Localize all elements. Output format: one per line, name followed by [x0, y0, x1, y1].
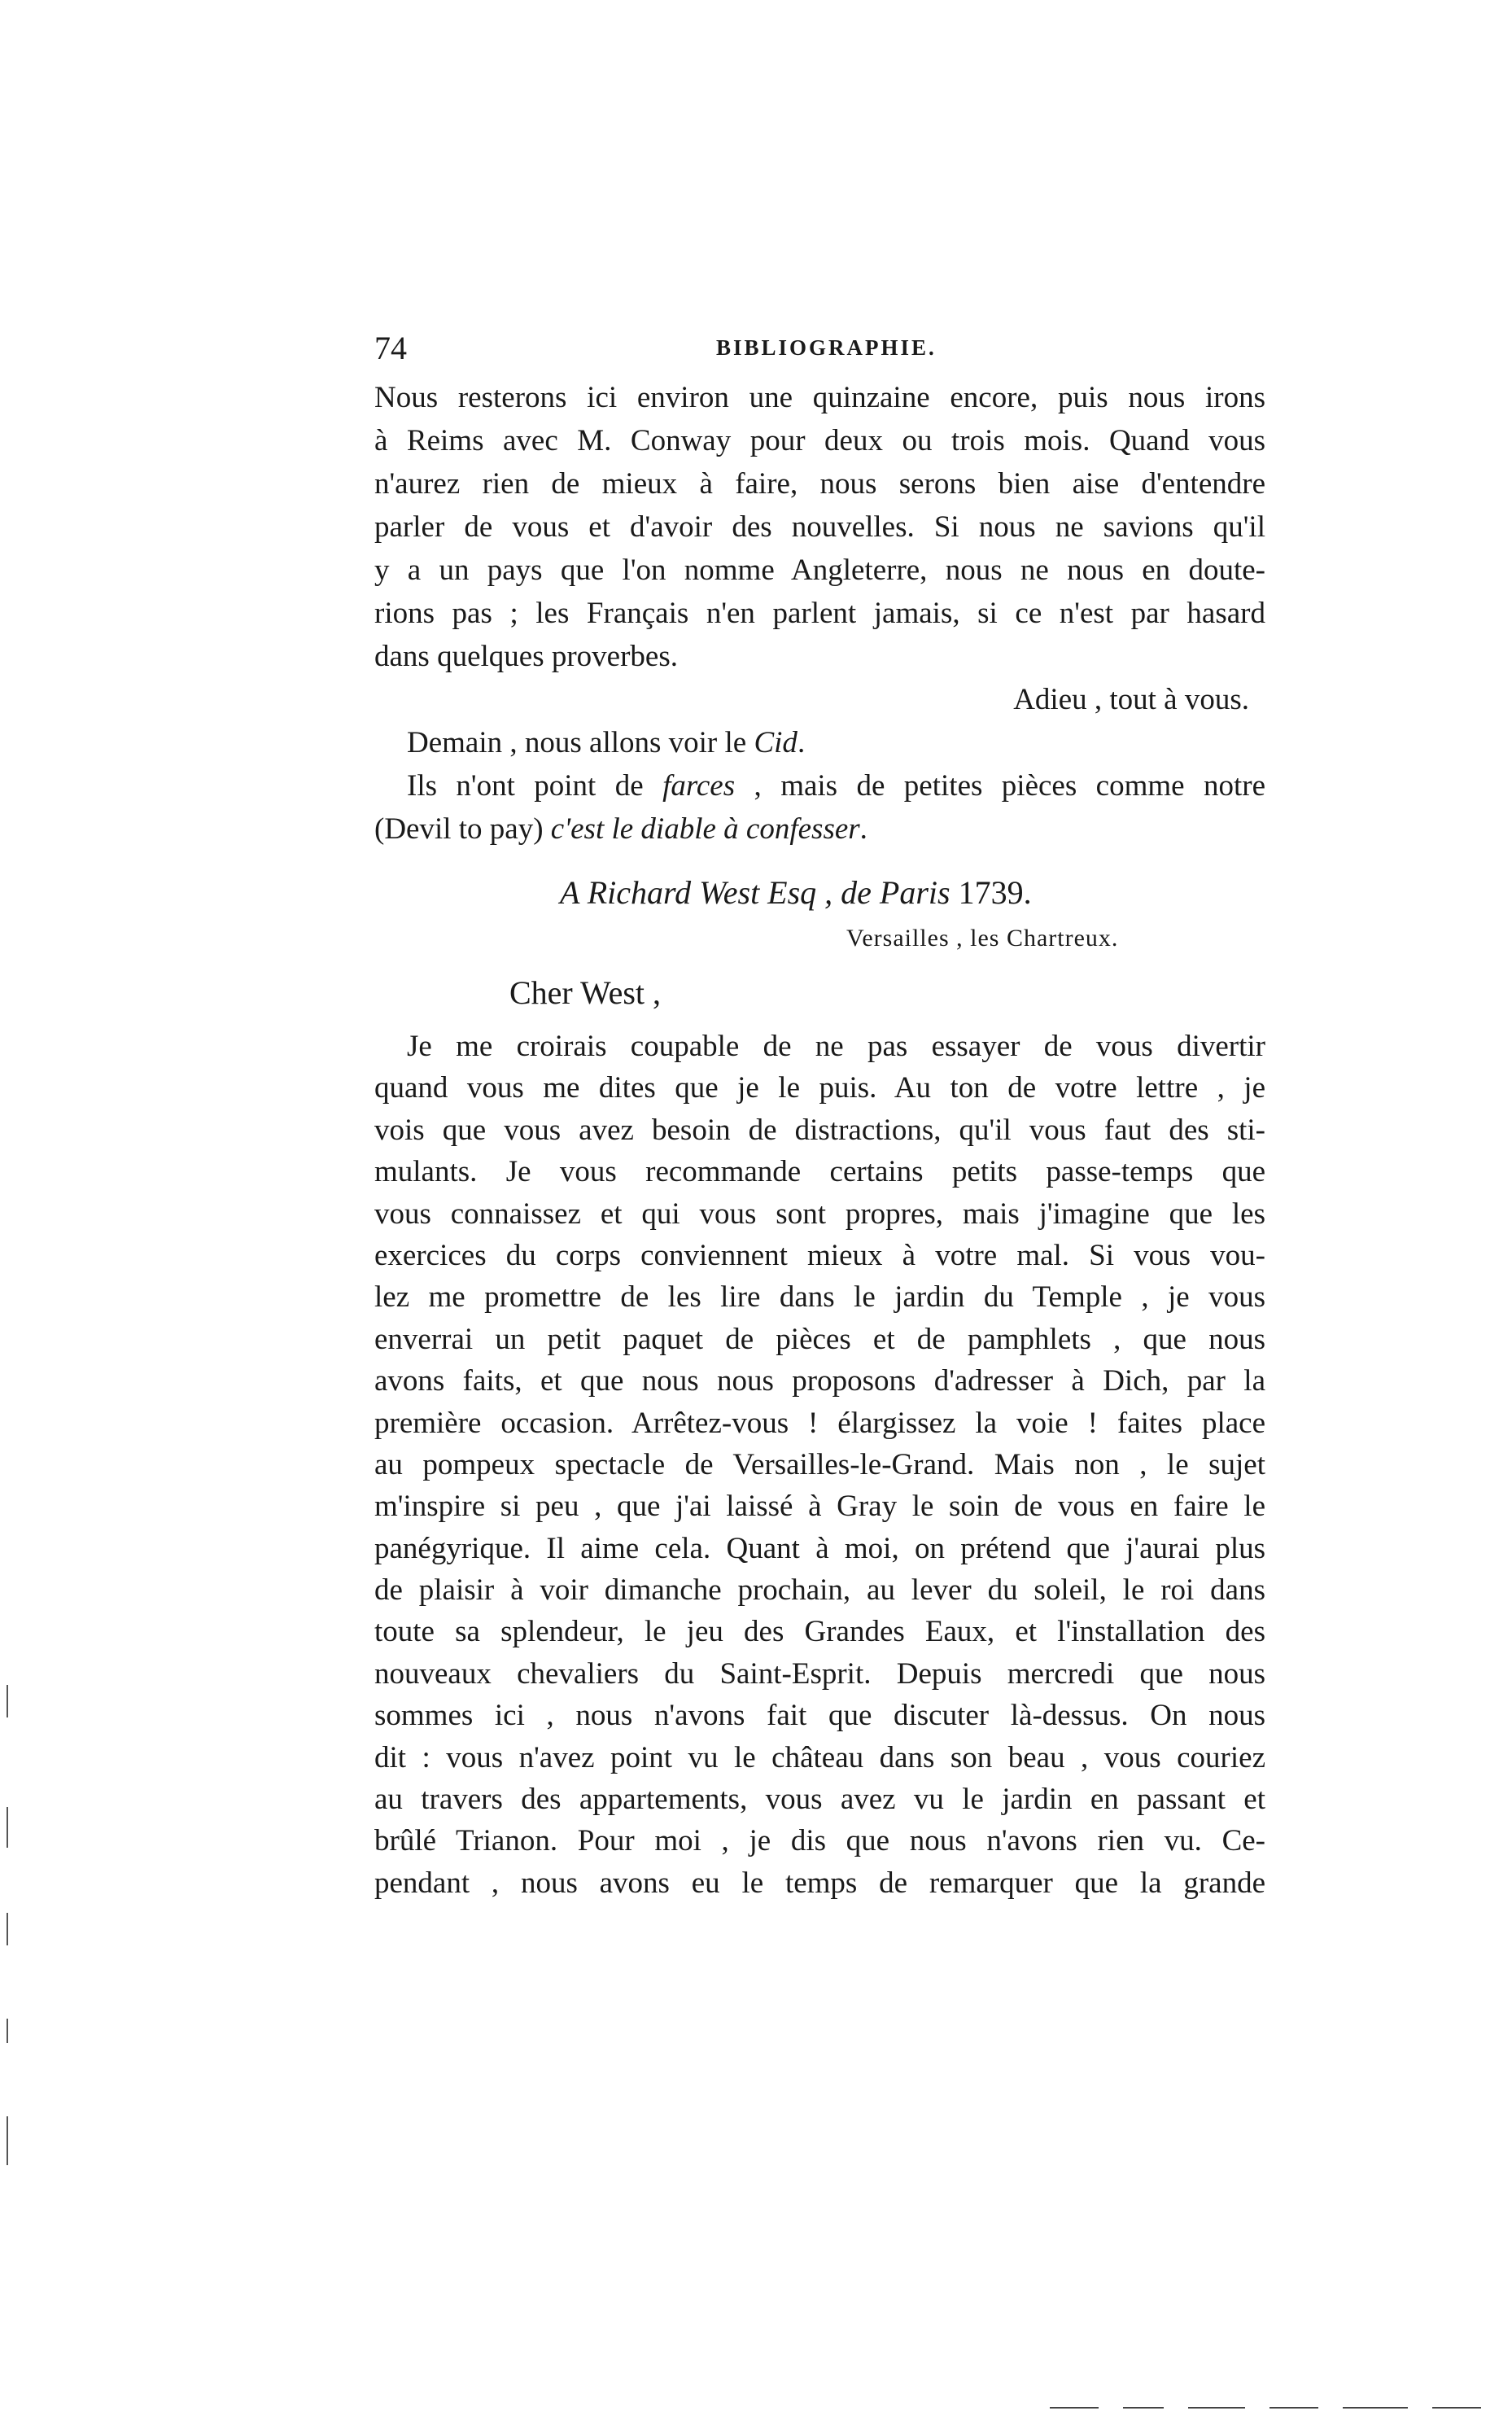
- intro-paragraph: [374, 376, 1265, 851]
- text-line: sommes ici , nous n'avons fait que discuter là-dessus. On nous: [374, 1699, 1265, 1733]
- text-line: m'inspire si peu , que j'ai laissé à Gray le soin de vous en faire le: [374, 1490, 1265, 1524]
- scan-edge-mark: [7, 1807, 8, 1848]
- scan-edge-mark: [1269, 2407, 1318, 2409]
- postscript-line: (Devil to pay) c'est le diable à confesser.: [374, 812, 867, 846]
- text-line: dans quelques proverbes.: [374, 640, 678, 673]
- scan-edge-mark: [1343, 2407, 1408, 2409]
- page-header: [374, 329, 1269, 370]
- italic-phrase: c'est le diable à confesser: [550, 812, 860, 846]
- text-line: première occasion. Arrêtez-vous ! élargissez la voie ! faites place: [374, 1406, 1265, 1440]
- text-line: au pompeux spectacle de Versailles-le-Grand. Mais non , le sujet: [374, 1447, 1265, 1481]
- postscript-line: Ils n'ont point de farces , mais de petites pièces comme notre: [407, 769, 1265, 803]
- closing-line: Adieu , tout à vous.: [1013, 683, 1249, 716]
- text-line: rions pas ; les Français n'en parlent jamais, si ce n'est par hasard: [374, 597, 1265, 630]
- letter-body: [374, 1026, 1265, 1904]
- text-line: brûlé Trianon. Pour moi , je dis que nous n'avons rien vu. Ce-: [374, 1824, 1265, 1858]
- scan-edge-mark: [7, 1685, 8, 1717]
- text-line: au travers des appartements, vous avez vu le jardin en passant et: [374, 1783, 1265, 1817]
- scan-edge-mark: [1188, 2407, 1245, 2409]
- letter-salutation: Cher West ,: [509, 974, 662, 1011]
- letter-year: 1739.: [958, 874, 1032, 911]
- text-line: enverrai un petit paquet de pièces et de pamphlets , que nous: [374, 1322, 1265, 1356]
- italic-term: farces: [662, 769, 736, 803]
- play-title: Cid: [754, 726, 798, 759]
- text-line: n'aurez rien de mieux à faire, nous serons bien aise d'entendre: [374, 467, 1265, 501]
- text-line: à Reims avec M. Conway pour deux ou trois mois. Quand vous: [374, 424, 1265, 457]
- text-line: dit : vous n'avez point vu le château dans son beau , vous couriez: [374, 1740, 1265, 1774]
- page-number: 74: [374, 330, 407, 366]
- text-line: toute sa splendeur, le jeu des Grandes Eaux, et l'installation des: [374, 1615, 1265, 1649]
- text-line: Je me croirais coupable de ne pas essayer de vous divertir: [407, 1030, 1265, 1063]
- text-line: y a un pays que l'on nomme Angleterre, nous ne nous en doute-: [374, 553, 1265, 587]
- scan-edge-mark: [1050, 2407, 1099, 2409]
- text-line: lez me promettre de les lire dans le jardin du Temple , je vous: [374, 1280, 1265, 1315]
- text-line: nouveaux chevaliers du Saint-Esprit. Depuis mercredi que nous: [374, 1656, 1265, 1691]
- letter-place: Versailles , les Chartreux.: [846, 925, 1119, 952]
- text-line: quand vous me dites que je le puis. Au ton de votre lettre , je: [374, 1071, 1265, 1105]
- text-line: parler de vous et d'avoir des nouvelles. Si nous ne savions qu'il: [374, 510, 1265, 544]
- text-line: avons faits, et que nous nous proposons d'adresser à Dich, par la: [374, 1364, 1265, 1398]
- postscript-line: Demain , nous allons voir le Cid.: [407, 726, 806, 759]
- scan-edge-mark: [7, 2019, 8, 2043]
- letter-dateline: A Richard West Esq , de Paris 1739.: [560, 874, 1032, 911]
- text-line: exercices du corps conviennent mieux à votre mal. Si vous vou-: [374, 1238, 1265, 1272]
- text-line: pendant , nous avons eu le temps de remarquer que la grande: [374, 1866, 1265, 1900]
- text-line: vois que vous avez besoin de distractions, qu'il vous faut des sti-: [374, 1113, 1265, 1147]
- text-line: de plaisir à voir dimanche prochain, au lever du soleil, le roi dans: [374, 1573, 1265, 1608]
- scan-edge-mark: [1123, 2407, 1164, 2409]
- text-line: panégyrique. Il aime cela. Quant à moi, on prétend que j'aurai plus: [374, 1531, 1265, 1565]
- running-head: BIBLIOGRAPHIE.: [716, 335, 937, 360]
- text-line: Nous resterons ici environ une quinzaine encore, puis nous irons: [374, 381, 1265, 414]
- scan-edge-mark: [7, 2116, 8, 2165]
- scan-edge-mark: [7, 1913, 8, 1945]
- text-line: vous connaissez et qui vous sont propres, mais j'imagine que les: [374, 1197, 1265, 1231]
- text-line: mulants. Je vous recommande certains petits passe-temps que: [374, 1155, 1265, 1189]
- scan-edge-mark: [1432, 2407, 1481, 2409]
